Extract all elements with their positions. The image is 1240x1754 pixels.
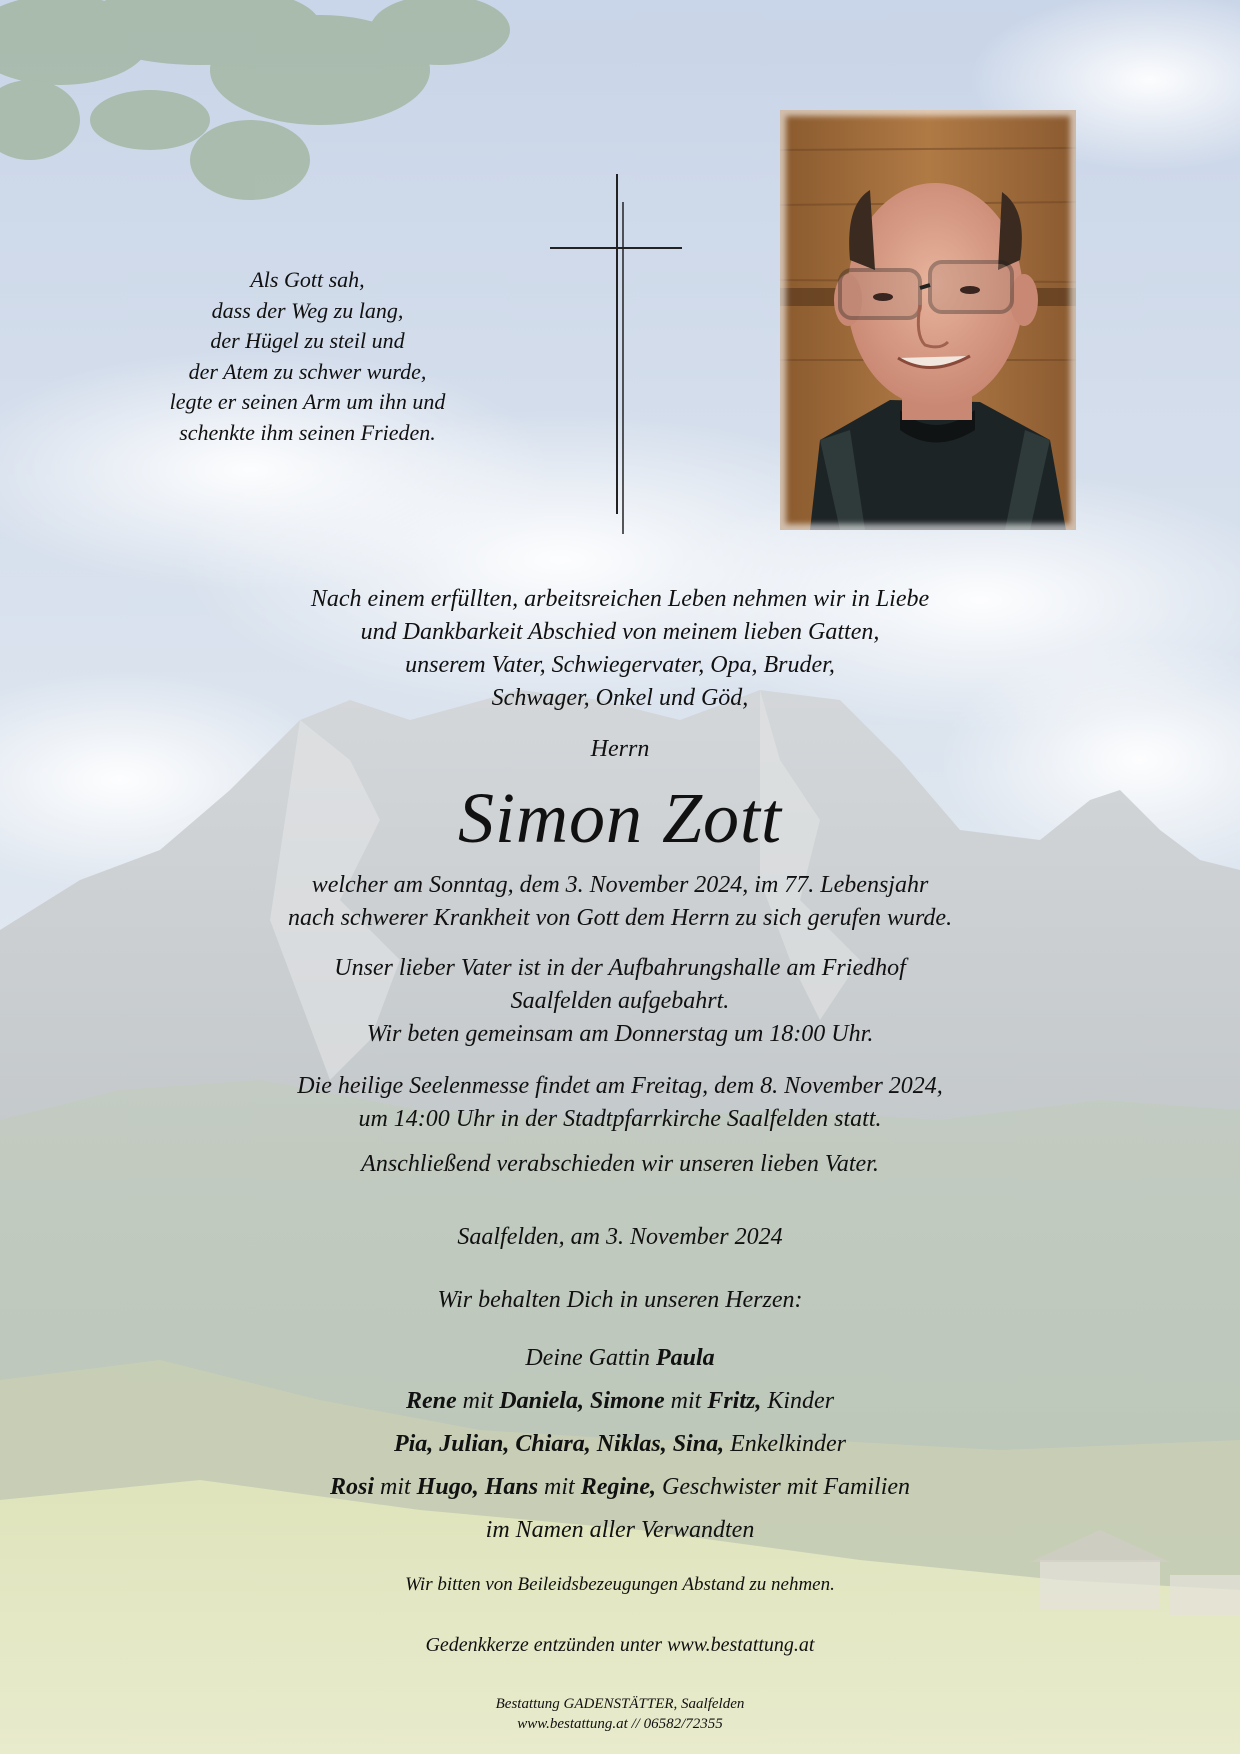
mourner-siblings bbox=[160, 1466, 1080, 1509]
relation-label: Kinder bbox=[767, 1388, 835, 1414]
intro-line: und Dankbarkeit Abschied von meinem lieben Gatten, bbox=[360, 619, 880, 645]
keep-in-heart: Wir behalten Dich in unseren Herzen: bbox=[437, 1287, 803, 1313]
partner-name: Hugo, bbox=[416, 1474, 479, 1500]
portrait-photo bbox=[780, 110, 1076, 530]
death-line: nach schwerer Krankheit von Gott dem Herrn zu sich gerufen wurde. bbox=[287, 905, 953, 931]
death-notice bbox=[160, 869, 1080, 935]
poem-line: legte er seinen Arm um ihn und bbox=[169, 389, 446, 414]
viewing-line: Unser lieber Vater ist in der Aufbahrungshalle am Friedhof bbox=[334, 955, 906, 981]
mass-line: Die heilige Seelenmesse findet am Freitag, dem 8. November 2024, bbox=[297, 1073, 943, 1099]
poem-line: schenkte ihm seinen Frieden. bbox=[179, 419, 436, 445]
mass-line: um 14:00 Uhr in der Stadtpfarrkirche Saalfelden statt. bbox=[358, 1106, 882, 1132]
relation-label: Enkelkinder bbox=[730, 1431, 847, 1457]
viewing-line: Saalfelden aufgebahrt. bbox=[510, 988, 730, 1014]
relation-label: Geschwister mit Familien bbox=[662, 1474, 911, 1500]
viewing-info bbox=[160, 952, 1080, 1051]
sibling-name: Hans bbox=[484, 1474, 539, 1500]
intro-line: Nach einem erfüllten, arbeitsreichen Leben nehmen wir in Liebe bbox=[310, 586, 930, 612]
connector: mit bbox=[670, 1388, 702, 1414]
sibling-name: Rosi bbox=[329, 1474, 374, 1500]
poem-line: der Hügel zu steil und bbox=[210, 328, 405, 353]
cross-icon bbox=[550, 174, 685, 534]
mourner-children bbox=[160, 1380, 1080, 1423]
grandchildren-names: Pia, Julian, Chiara, Niklas, Sina, bbox=[393, 1431, 725, 1457]
viewing-line: Wir beten gemeinsam am Donnerstag um 18:00 Uhr. bbox=[366, 1021, 874, 1047]
deceased-name: Simon Zott bbox=[457, 778, 783, 858]
salutation: Herrn bbox=[590, 736, 650, 762]
funeral-home-name: Bestattung GADENSTÄTTER, Saalfelden bbox=[495, 1696, 745, 1712]
death-line: welcher am Sonntag, dem 3. November 2024, im 77. Lebensjahr bbox=[311, 872, 929, 898]
candle-note: Gedenkkerze entzünden unter www.bestattung.at bbox=[425, 1634, 815, 1656]
mourner-spouse bbox=[160, 1337, 1080, 1380]
intro-paragraph bbox=[160, 583, 1080, 715]
connector: mit bbox=[462, 1388, 494, 1414]
connector: mit bbox=[380, 1474, 411, 1500]
spouse-name: Paula bbox=[655, 1345, 715, 1371]
poem-line: dass der Weg zu lang, bbox=[211, 297, 404, 323]
intro-line: Schwager, Onkel und Göd, bbox=[491, 685, 749, 711]
spouse-label: Deine Gattin bbox=[525, 1345, 650, 1371]
mass-info bbox=[160, 1070, 1080, 1136]
child-name: Rene bbox=[405, 1388, 457, 1414]
partner-name: Fritz, bbox=[707, 1388, 762, 1414]
memorial-poem bbox=[130, 265, 485, 448]
mourner-grandchildren bbox=[160, 1423, 1080, 1466]
poem-line: der Atem zu schwer wurde, bbox=[188, 358, 427, 384]
partner-name: Regine, bbox=[580, 1474, 657, 1500]
condolence-note: Wir bitten von Beileidsbezeugungen Abstand zu nehmen. bbox=[405, 1574, 835, 1595]
funeral-home-contact: www.bestattung.at // 06582/72355 bbox=[517, 1716, 723, 1732]
child-name: Simone bbox=[589, 1388, 665, 1414]
farewell-note: Anschließend verabschieden wir unseren lieben Vater. bbox=[361, 1151, 879, 1177]
funeral-home-footer bbox=[160, 1694, 1080, 1734]
place-date: Saalfelden, am 3. November 2024 bbox=[457, 1224, 783, 1250]
poem-line: Als Gott sah, bbox=[250, 267, 365, 292]
mourner-closing: im Namen aller Verwandten bbox=[485, 1517, 755, 1543]
partner-name: Daniela, bbox=[499, 1388, 584, 1414]
connector: mit bbox=[544, 1474, 575, 1500]
mourners-list bbox=[160, 1337, 1080, 1552]
intro-line: unserem Vater, Schwiegervater, Opa, Bruder, bbox=[405, 652, 835, 678]
